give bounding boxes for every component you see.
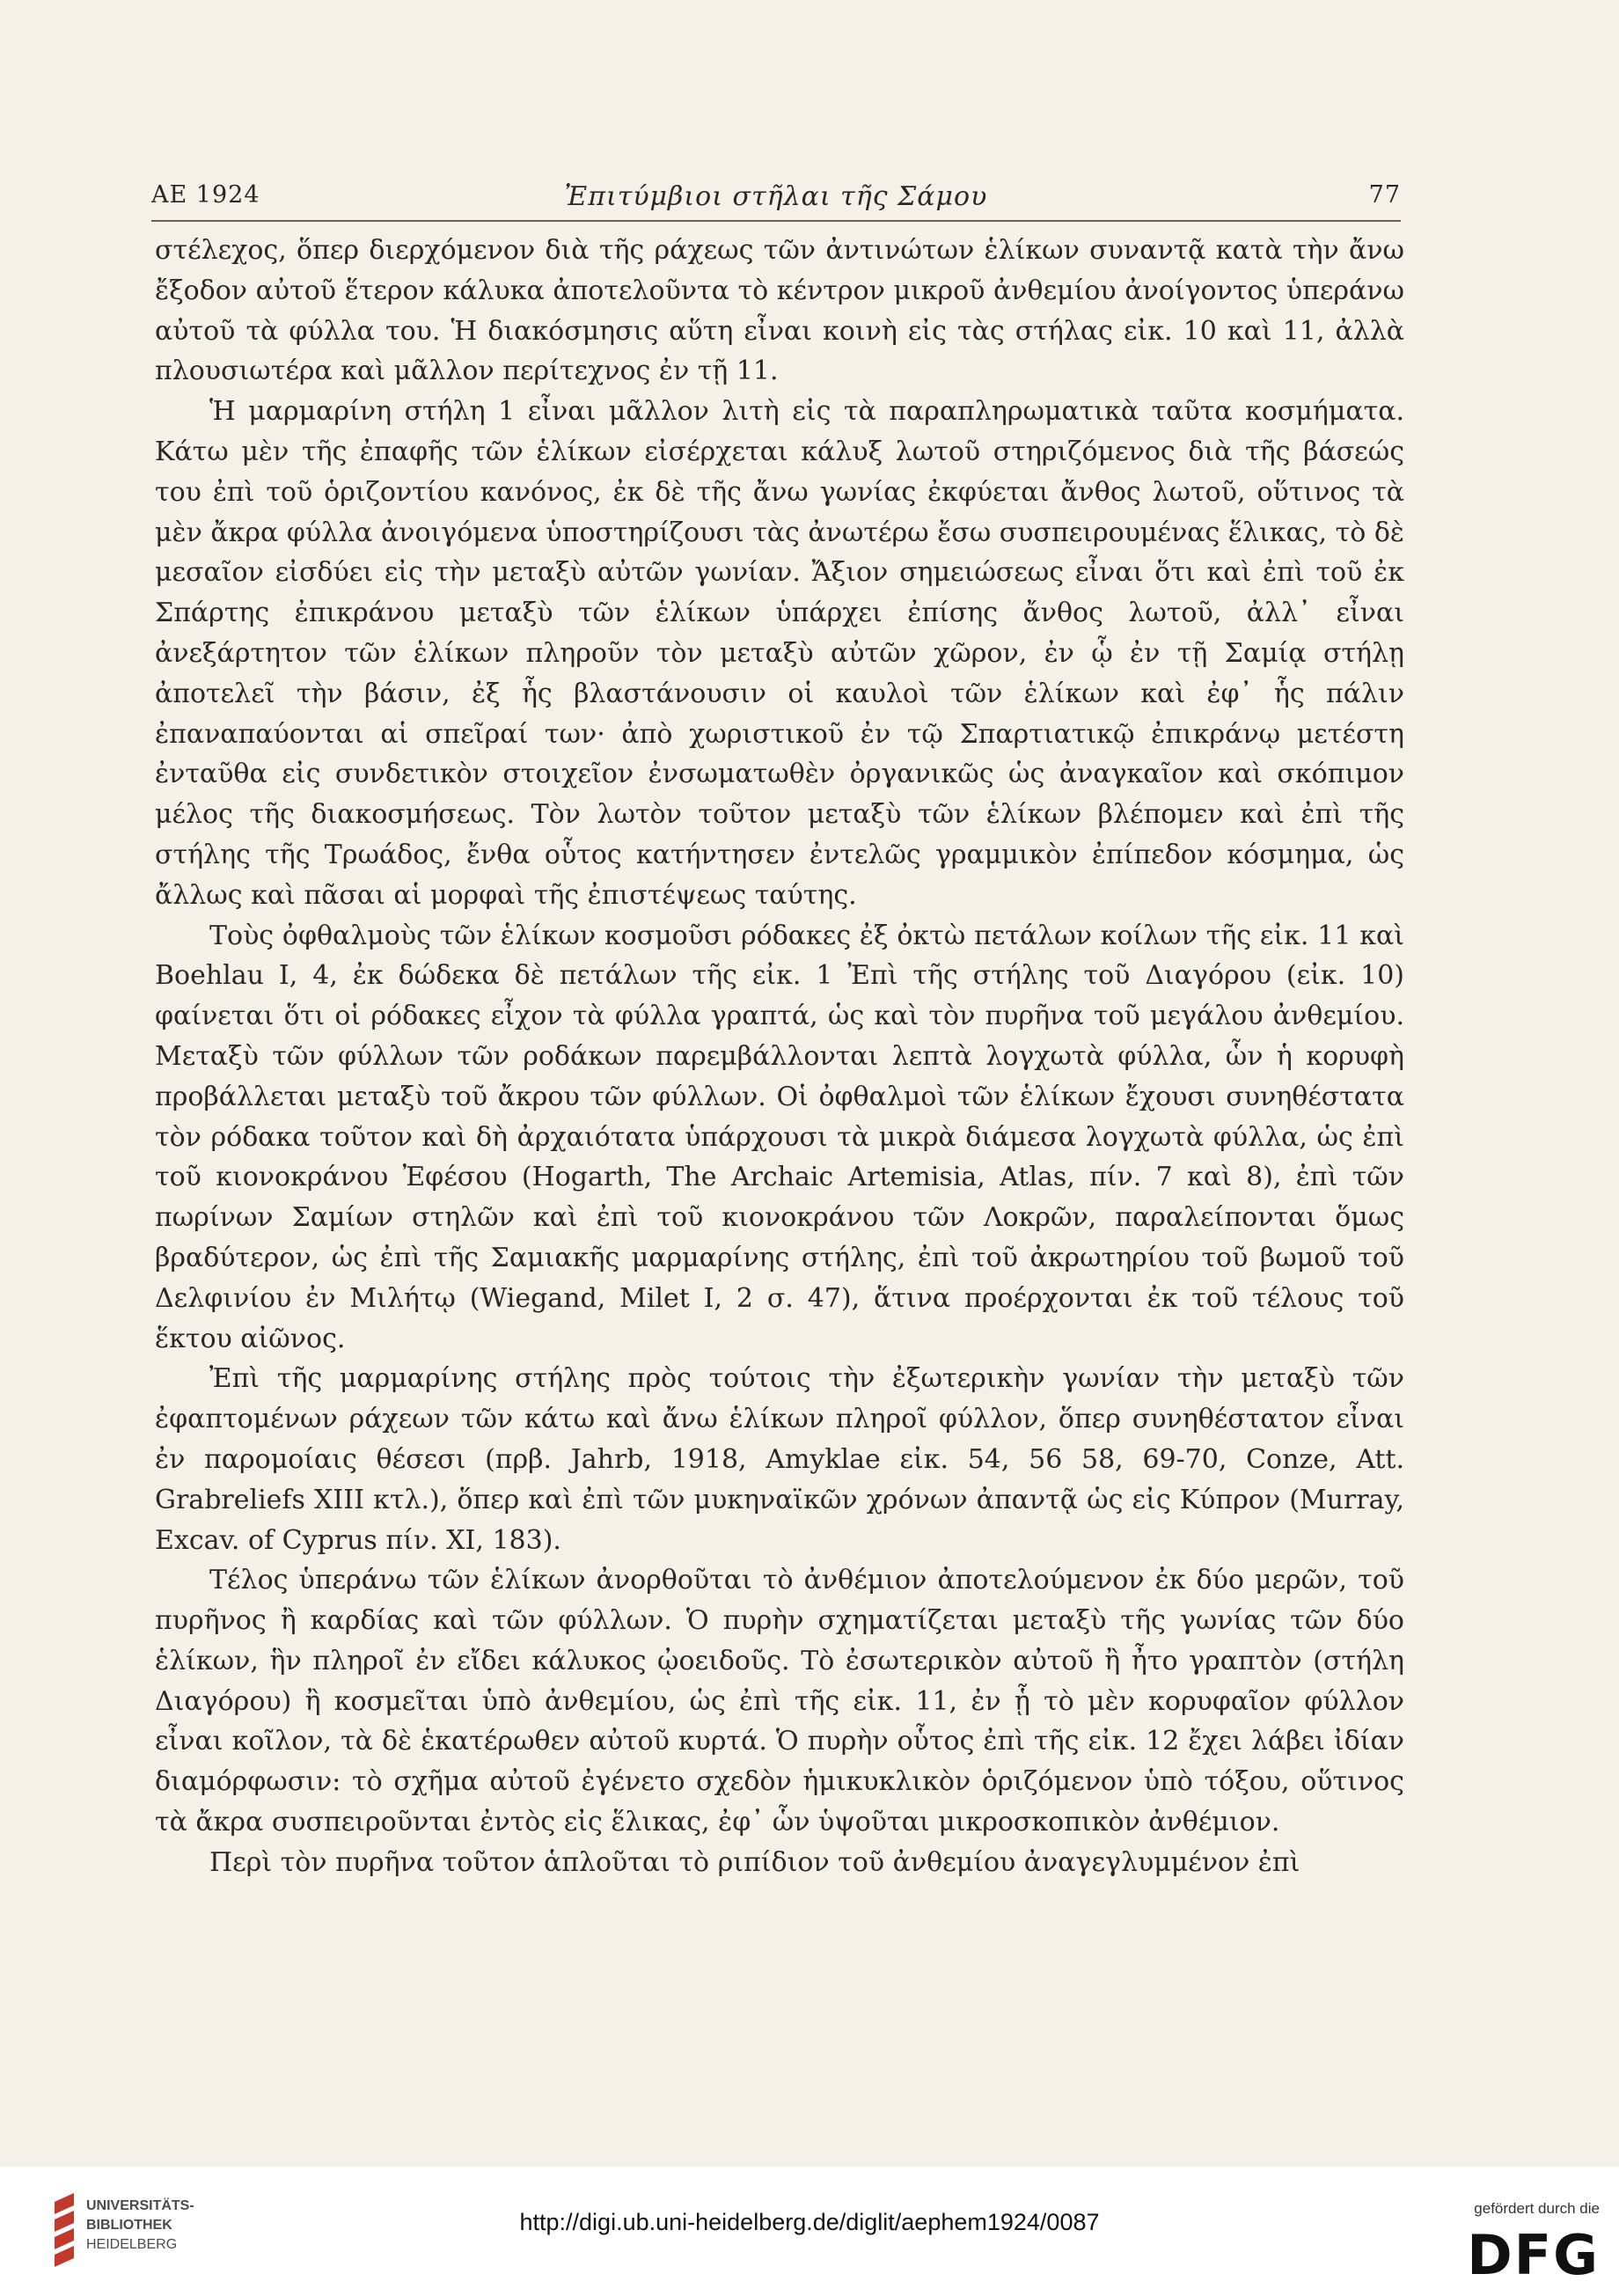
body-text bbox=[155, 231, 1404, 1883]
running-title: Ἐπιτύμβιοι στῆλαι τῆς Σάμου bbox=[564, 181, 988, 212]
paragraph: Περὶ τὸν πυρῆνα τοῦτον ἁπλοῦται τὸ ριπίδιον τοῦ ἀνθεμίου ἀναγεγλυμμένον ἐπὶ bbox=[209, 1846, 1300, 1878]
institution-name: UNIVERSITÄTS- BIBLIOTHEK HEIDELBERG bbox=[86, 2198, 194, 2252]
dfg-logo: DFG bbox=[1467, 2223, 1600, 2287]
paragraph: Τοὺς ὀφθαλμοὺς τῶν ἑλίκων κοσμοῦσι ρόδακες ἐξ ὀκτὼ πετάλων κοίλων τῆς εἰκ. 11 καὶ Boehlau I, 4, ἐκ δώδεκα δὲ πετάλων τῆς εἰκ. 1 Ἐπὶ τῆς στήλης τοῦ Διαγόρου (εἰκ. 10) φαίνεται ὅτι οἱ ρόδακες εἶχον τὰ φύλλα γραπτά, ὡς καὶ τὸν πυρῆνα τοῦ μεγάλου ἀνθεμίου. Μεταξὺ τῶν φύλλων τῶν ροδάκων παρεμβάλλονται λεπτὰ λογχωτὰ φύλλα, ὧν ἡ κορυφὴ προβάλλεται μεταξὺ τοῦ ἄκρου τῶν φύλλων. Οἱ ὀφθαλμοὶ τῶν ἑλίκων ἔχουσι συνηθέστατα τὸν ρόδακα τοῦτον καὶ δὴ ἀρχαιότατα ὑπάρχουσι τὰ μικρὰ διάμεσα λογχωτὰ φύλλα, ὡς ἐπὶ τοῦ κιονοκράνου Ἐφέσου (Hogarth, The Archaic Artemisia, Atlas, πίν. 7 καὶ 8), ἐπὶ τῶν πωρίνων Σαμίων στηλῶν καὶ ἐπὶ τοῦ κιονοκράνου τῶν Λοκρῶν, παραλείπονται ὅμως βραδύτερον, ὡς ἐπὶ τῆς Σαμιακῆς μαρμαρίνης στήλης, ἐπὶ τοῦ ἀκρωτηρίου τοῦ βωμοῦ τοῦ Δελφινίου ἐν Μιλήτῳ (Wiegand, Milet I, 2 σ. 47), ἅτινα προέρχονται ἐκ τοῦ τέλους τοῦ ἕκτου αἰῶνος. bbox=[155, 920, 1404, 1354]
journal-abbrev: ΑΕ 1924 bbox=[151, 181, 260, 209]
paragraph: Ἐπὶ τῆς μαρμαρίνης στήλης πρὸς τούτοις τὴν ἐξωτερικὴν γωνίαν τὴν μεταξὺ τῶν ἐφαπτομένων ράχεων τῶν κάτω καὶ ἄνω ἑλίκων πληροῖ φύλλον, ὅπερ συνηθέστατον εἶναι ἐν παρομοίαις θέσεσι (πρβ. Jahrb, 1918, Amyklae εἰκ. 54, 56 58, 69-70, Conze, Att. Grabreliefs XIII κτλ.), ὅπερ καὶ ἐπὶ τῶν μυκηναϊκῶν χρόνων ἀπαντᾷ ὡς εἰς Κύπρον (Murray, Excav. of Cyprus πίν. XI, 183). bbox=[155, 1363, 1404, 1556]
page-number: 77 bbox=[1368, 181, 1401, 209]
paragraph: στέλεχος, ὅπερ διερχόμενον διὰ τῆς ράχεως τῶν ἀντινώτων ἑλίκων συναντᾷ κατὰ τὴν ἄνω ἔξοδον αὐτοῦ ἕτερον κάλυκα ἀποτελοῦντα τὸ κέντρον μικροῦ ἀνθεμίου ἀνοίγοντος ὑπεράνω αὐτοῦ τὰ φύλλα του. Ἡ διακόσμησις αὕτη εἶναι κοινὴ εἰς τὰς στήλας εἰκ. 10 καὶ 11, ἀλλὰ πλουσιωτέρα καὶ μᾶλλον περίτεχνος ἐν τῇ 11. bbox=[155, 235, 1404, 387]
funded-by-label: gefördert durch die bbox=[1474, 2200, 1600, 2217]
running-header bbox=[151, 181, 1401, 220]
paragraph: Τέλος ὑπεράνω τῶν ἑλίκων ἀνορθοῦται τὸ ἀνθέμιον ἀποτελούμενον ἐκ δύο μερῶν, τοῦ πυρῆνος ἢ καρδίας καὶ τῶν φύλλων. Ὁ πυρὴν σχηματίζεται μεταξὺ τῆς γωνίας τῶν δύο ἑλίκων, ἣν πληροῖ ἐν εἴδει κάλυκος ᾠοειδοῦς. Τὸ ἐσωτερικὸν αὐτοῦ ἢ ἦτο γραπτὸν (στήλη Διαγόρου) ἢ κοσμεῖται ὑπὸ ἀνθεμίου, ὡς ἐπὶ τῆς εἰκ. 11, ἐν ᾗ τὸ μὲν κορυφαῖον φύλλον εἶναι κοῖλον, τὰ δὲ ἑκατέρωθεν αὐτοῦ κυρτά. Ὁ πυρὴν οὗτος ἐπὶ τῆς εἰκ. 12 ἔχει λάβει ἰδίαν διαμόρφωσιν: τὸ σχῆμα αὐτοῦ ἐγένετο σχεδὸν ἡμικυκλικὸν ὁριζόμενον ὑπὸ τόξου, οὕτινος τὰ ἄκρα συσπειροῦνται ἐντὸς εἰς ἕλικας, ἐφ᾽ ὧν ὑψοῦται μικροσκοπικὸν ἀνθέμιον. bbox=[155, 1565, 1404, 1838]
source-url-link[interactable]: http://digi.ub.uni-heidelberg.de/diglit/aephem1924/0087 bbox=[519, 2209, 1100, 2235]
header-rule bbox=[151, 220, 1401, 222]
paragraph: Ἡ μαρμαρίνη στήλη 1 εἶναι μᾶλλον λιτὴ εἰς τὰ παραπληρωματικὰ ταῦτα κοσμήματα. Κάτω μὲν τῆς ἐπαφῆς τῶν ἑλίκων εἰσέρχεται κάλυξ λωτοῦ στηριζόμενος διὰ τῆς βάσεώς του ἐπὶ τοῦ ὁριζοντίου κανόνος, ἐκ δὲ τῆς ἄνω γωνίας ἐκφύεται ἄνθος λωτοῦ, οὕτινος τὰ μὲν ἄκρα φύλλα ἀνοιγόμενα ὑποστηρίζουσι τὰς ἀνωτέρω ἔσω συσπειρουμένας ἕλικας, τὸ δὲ μεσαῖον εἰσδύει εἰς τὴν μεταξὺ αὐτῶν γωνίαν. Ἄξιον σημειώσεως εἶναι ὅτι καὶ ἐπὶ τοῦ ἐκ Σπάρτης ἐπικράνου μεταξὺ τῶν ἑλίκων ὑπάρχει ἐπίσης ἄνθος λωτοῦ, ἀλλ᾽ εἶναι ἀνεξάρτητον τῶν ἑλίκων πληροῦν τὸν μεταξὺ αὐτῶν χῶρον, ἐν ᾧ ἐν τῇ Σαμίᾳ στήλῃ ἀποτελεῖ τὴν βάσιν, ἐξ ἧς βλαστάνουσιν οἱ καυλοὶ τῶν ἑλίκων καὶ ἐφ᾽ ἧς πάλιν ἐπαναπαύονται αἱ σπεῖραί των· ἀπὸ χωριστικοῦ ἐν τῷ Σπαρτιατικῷ ἐπικράνῳ μετέστη ἐνταῦθα εἰς συνδετικὸν στοιχεῖον ἐνσωματωθὲν ὀργανικῶς ὡς ἀναγκαῖον καὶ σκόπιμον μέλος τῆς διακοσμήσεως. Τὸν λωτὸν τοῦτον μεταξὺ τῶν ἑλίκων βλέπομεν καὶ ἐπὶ τῆς στήλης τῆς Τρωάδος, ἔνθα οὗτος κατήντησεν ἐντελῶς γραμμικὸν ἐπίπεδον κόσμημα, ὡς ἄλλως καὶ πᾶσαι αἱ μορφαὶ τῆς ἐπιστέψεως ταύτης. bbox=[155, 396, 1404, 911]
digitization-footer bbox=[0, 2167, 1619, 2296]
